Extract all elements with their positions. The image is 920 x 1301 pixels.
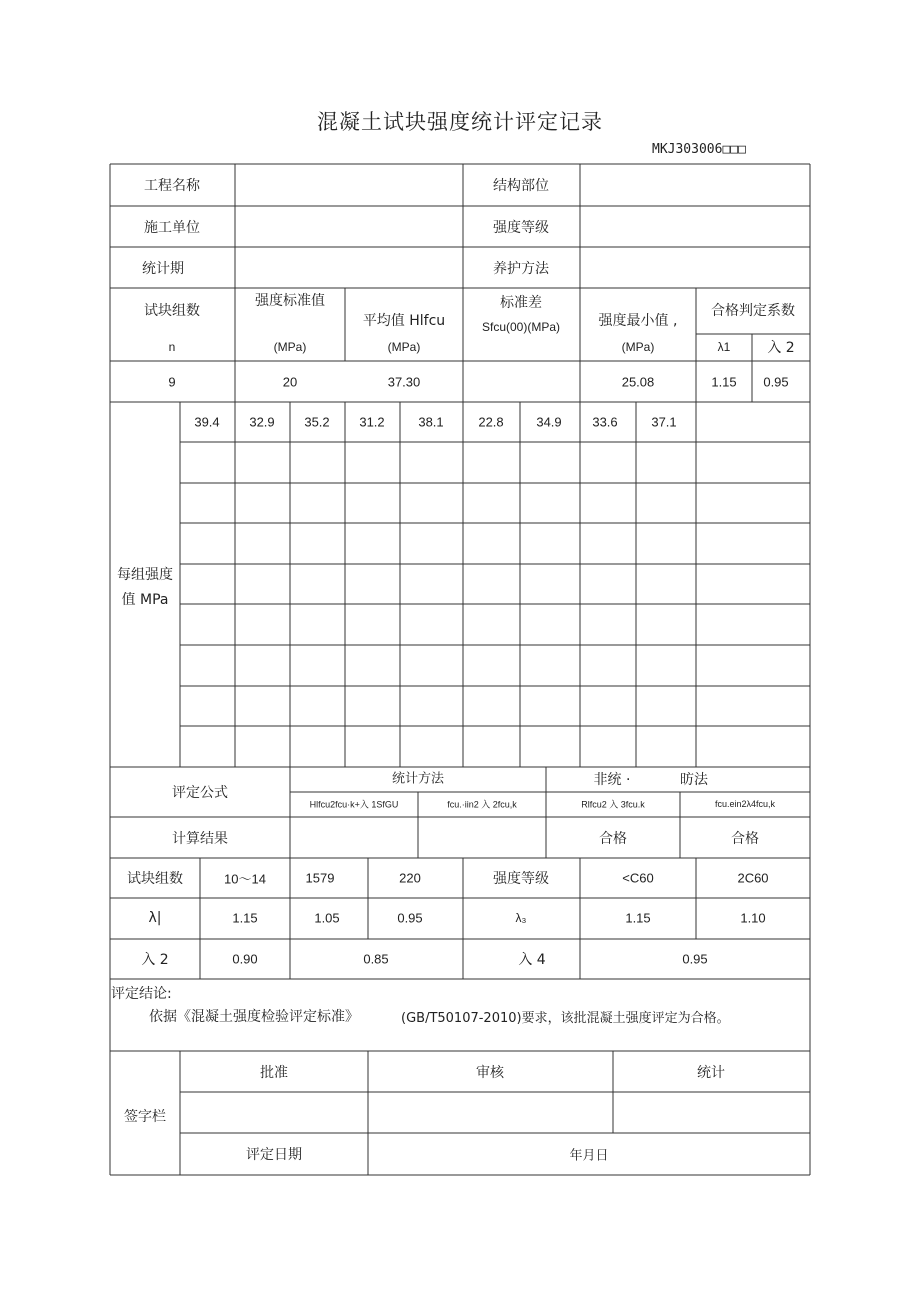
date-value: 年月日 [569, 1148, 609, 1164]
strength-value: 38.1 [418, 414, 444, 430]
lambda2-a: 0.90 [232, 951, 258, 967]
lambda4-a: 0.95 [682, 951, 708, 967]
strength-value: 34.9 [536, 414, 562, 430]
mean-label: 平均值 Hlfcu [362, 313, 446, 329]
nonstat-method-label-a: 非统 · [593, 772, 631, 788]
group-count-label: 试块组数 [144, 303, 200, 319]
project-name-label: 工程名称 [144, 178, 200, 194]
formula-3: Rlfcu2 入 3fcu.k [581, 799, 645, 810]
min-value: 25.08 [621, 374, 655, 390]
sd-label: 标准差 [500, 295, 542, 311]
stat-label: 统计 [697, 1065, 725, 1081]
formula-2: fcu.·iin2 入 2fcu,k [447, 799, 517, 810]
lambda4-row-label: 入 4 [518, 952, 546, 968]
grade-range-2: 2C60 [737, 870, 769, 886]
lambda1-row-label: λ| [148, 910, 162, 926]
formula-label: 评定公式 [172, 785, 228, 801]
document-title: 混凝土试块强度统计评定记录 [317, 110, 603, 134]
document-code: MKJ303006□□□ [652, 142, 746, 157]
lambda1-value: 1.15 [711, 374, 737, 390]
count-range-3: 220 [399, 870, 421, 886]
result-label: 计算结果 [172, 831, 228, 847]
strength-value: 22.8 [478, 414, 504, 430]
coef-count-label: 试块组数 [127, 871, 183, 887]
std-value: 20 [282, 374, 298, 390]
count-range-2: 1579 [305, 870, 335, 886]
strength-value: 39.4 [194, 414, 220, 430]
signature-label: 签字栏 [124, 1109, 166, 1125]
lambda2-b: 0.85 [363, 951, 389, 967]
grade-range-1: <C60 [622, 870, 654, 886]
mean-value: 37.30 [387, 374, 421, 390]
nonstat-method-label-b: 昉法 [680, 772, 708, 788]
approve-label: 批准 [260, 1065, 288, 1081]
sd-symbol: Sfcu(00)(MPa) [481, 320, 561, 334]
coef-label: 合格判定系数 [711, 303, 795, 319]
conclusion-label: 评定结论: [111, 986, 172, 1002]
stat-method-label: 统计方法 [391, 771, 445, 787]
min-unit: (MPa) [621, 340, 655, 354]
stat-period-label: 统计期 [142, 261, 184, 277]
strength-value: 37.1 [651, 414, 677, 430]
count-range-1: 10～14 [224, 871, 266, 887]
lambda2-label: 入 2 [767, 340, 795, 356]
lambda1-a: 1.15 [232, 910, 258, 926]
lambda3-a: 1.15 [625, 910, 651, 926]
result-4: 合格 [731, 831, 759, 847]
curing-method-label: 养护方法 [493, 261, 549, 277]
structure-part-label: 结构部位 [493, 178, 549, 194]
std-value-unit: (MPa) [273, 340, 307, 354]
lambda1-label: λ1 [717, 340, 731, 354]
lambda3-row-label: λ₃ [515, 911, 527, 925]
strength-value: 35.2 [304, 414, 330, 430]
review-label: 审核 [476, 1065, 504, 1081]
construction-unit-label: 施工单位 [144, 220, 200, 236]
lambda2-value: 0.95 [763, 374, 789, 390]
lambda3-b: 1.10 [740, 910, 766, 926]
strength-grade-label: 强度等级 [493, 220, 549, 236]
lambda1-b: 1.05 [314, 910, 340, 926]
result-3: 合格 [599, 831, 627, 847]
std-value-label: 强度标准值 [255, 293, 325, 309]
lambda1-c: 0.95 [397, 910, 423, 926]
coef-grade-label: 强度等级 [493, 871, 549, 887]
formula-1: Hlfcu2fcu·k+入 1SfGU [309, 799, 399, 810]
formula-4: fcu.ein2λ4fcu,k [714, 799, 776, 809]
mean-unit: (MPa) [387, 340, 421, 354]
strength-value: 33.6 [592, 414, 618, 430]
strength-label-line2: 值 MPa [121, 592, 169, 608]
strength-value: 31.2 [359, 414, 385, 430]
strength-value: 32.9 [249, 414, 275, 430]
date-label: 评定日期 [246, 1147, 302, 1163]
group-count-symbol: n [168, 340, 176, 354]
strength-label-line1: 每组强度 [117, 567, 173, 583]
conclusion-text-a: 依据《混凝土强度检验评定标准》 [149, 1009, 359, 1025]
n-value: 9 [168, 374, 176, 390]
min-label: 强度最小值 , [598, 313, 678, 329]
lambda2-row-label: 入 2 [141, 952, 169, 968]
conclusion-text-b: (GB/T50107-2010)要求，该批混凝土强度评定为合格。 [401, 1011, 730, 1026]
